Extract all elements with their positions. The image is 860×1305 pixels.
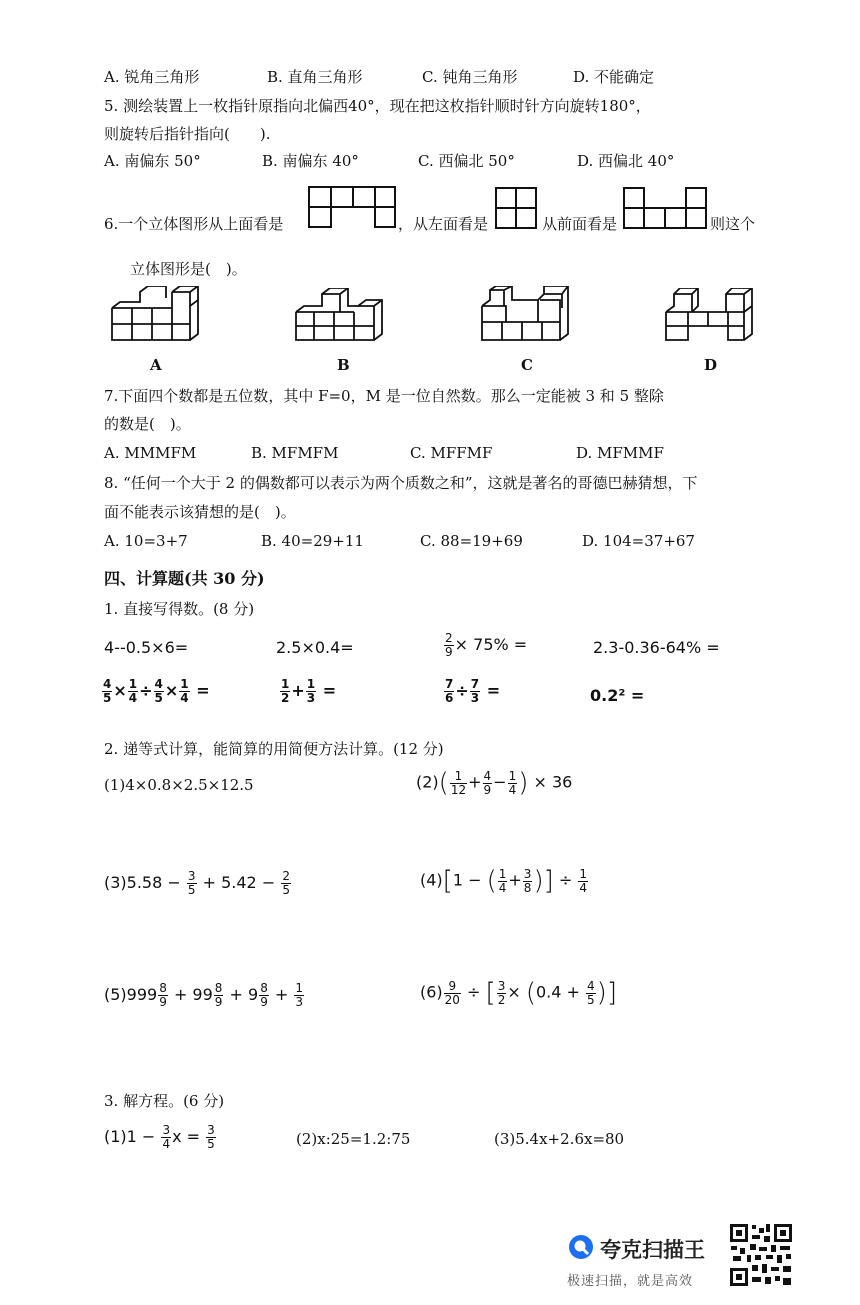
q4-option-c: C. 钝角三角形 [422, 68, 518, 86]
watermark-slogan: 极速扫描，就是高效 [567, 1274, 694, 1289]
q5-option-a: A. 南偏东 50° [104, 152, 201, 170]
q4-option-a: A. 锐角三角形 [104, 68, 200, 86]
s1-title: 1. 直接写得数。(8 分) [104, 600, 255, 618]
q7-line2: 的数是( )。 [104, 415, 191, 433]
cube-figure-a [108, 286, 204, 344]
s3-problem-2: (2)x:25=1.2:75 [296, 1130, 411, 1148]
q5-option-d: D. 西偏北 40° [577, 152, 675, 170]
s3-problem-1: (1)1 − $\frac{3}{4}$ x = $\frac{3}{5}$ [104, 1123, 215, 1151]
q5-line2: 则旋转后指针指向( ). [104, 125, 271, 143]
q4-option-b: B. 直角三角形 [267, 68, 363, 86]
qr-code-icon [728, 1222, 794, 1288]
q7-option-a: A. MMMFM [104, 444, 197, 462]
cube-figure-b [292, 288, 388, 346]
q4-option-d: D. 不能确定 [573, 68, 655, 86]
cube-label-a: A [150, 356, 162, 374]
left-view-icon [494, 186, 540, 230]
q8-option-a: A. 10=3+7 [104, 532, 188, 550]
calc-5: $\frac{4}{5}$ × $\frac{1}{4}$ ÷ $\frac{4}{5}$ × $\frac{1}{4}$ = [103, 677, 210, 705]
calc-8: 0.2² = [590, 686, 645, 705]
q5-line1: 5. 测绘装置上一枚指针原指向北偏西40°，现在把这枚指针顺时针方向旋转180°， [104, 97, 651, 115]
s3-problem-3: (3)5.4x+2.6x=80 [494, 1130, 625, 1148]
s2-problem-1: (1)4×0.8×2.5×12.5 [104, 776, 254, 794]
cube-label-b: B [337, 356, 350, 374]
q8-option-d: D. 104=37+67 [582, 532, 695, 550]
q6-text-1: 6.一个立体图形从上面看是 [104, 215, 284, 233]
s2-problem-2: (2)( $\frac{1}{12}$ + $\frac{4}{9}$ − $\frac{1}{4}$ ) × 36 [416, 768, 573, 798]
q5-option-c: C. 西偏北 50° [418, 152, 515, 170]
cube-label-d: D [704, 356, 718, 374]
q7-line1: 7.下面四个数都是五位数，其中 F=0，M 是一位自然数。那么一定能被 3 和 5 整除 [104, 387, 664, 405]
calc-6: $\frac{1}{2}$ + $\frac{1}{3}$ = [281, 677, 337, 705]
q5-option-b: B. 南偏东 40° [262, 152, 359, 170]
q6-text-4: 则这个 [710, 215, 756, 233]
calc-4: 2.3-0.36-64% = [593, 638, 720, 657]
section-title: 四、计算题(共 30 分) [104, 569, 265, 588]
q8-option-b: B. 40=29+11 [261, 532, 364, 550]
calc-2: 2.5×0.4= [276, 638, 354, 657]
cube-label-c: C [521, 356, 533, 374]
calc-3: $\frac{2}{9}$ × 75% = [445, 631, 528, 659]
cube-figure-c [478, 286, 574, 344]
watermark-brand: 夸克扫描王 [600, 1238, 705, 1262]
q7-option-c: C. MFFMF [410, 444, 493, 462]
quark-logo-icon [568, 1234, 594, 1260]
q6-line2: 立体图形是( )。 [130, 260, 247, 278]
s2-problem-4: (4)[1 − ( $\frac{1}{4}$ + $\frac{3}{8}$ )] ÷ $\frac{1}{4}$ [420, 866, 587, 896]
q8-line2: 面不能表示该猜想的是( )。 [104, 503, 296, 521]
q8-line1: 8. “任何一个大于 2 的偶数都可以表示为两个质数之和”，这就是著名的哥德巴赫猜想，下 [104, 474, 698, 492]
calc-1: 4--0.5×6= [104, 638, 189, 657]
s2-problem-6: (6) $\frac{9}{20}$ ÷ [ $\frac{3}{2}$ × (0.4 + $\frac{4}{5}$ )] [420, 978, 617, 1008]
s2-problem-3: (3)5.58 − $\frac{3}{5}$ + 5.42 − $\frac{2}{5}$ [104, 869, 290, 897]
q8-option-c: C. 88=19+69 [420, 532, 523, 550]
calc-7: $\frac{7}{6}$ ÷ $\frac{7}{3}$ = [445, 677, 501, 705]
q7-option-b: B. MFMFM [251, 444, 339, 462]
q7-option-d: D. MFMMF [576, 444, 664, 462]
s3-title: 3. 解方程。(6 分) [104, 1092, 225, 1110]
s2-problem-5: (5)999 $\frac{8}{9}$ + 99 $\frac{8}{9}$ + 9 $\frac{8}{9}$ + $\frac{1}{3}$ [104, 981, 304, 1009]
front-view-icon [621, 186, 711, 230]
top-view-icon [306, 185, 398, 229]
q6-text-2: ，从左面看是 [398, 215, 489, 233]
s2-title: 2. 递等式计算，能简算的用简便方法计算。(12 分) [104, 740, 444, 758]
q6-text-3: 从前面看是 [542, 215, 618, 233]
cube-figure-d [662, 288, 758, 346]
